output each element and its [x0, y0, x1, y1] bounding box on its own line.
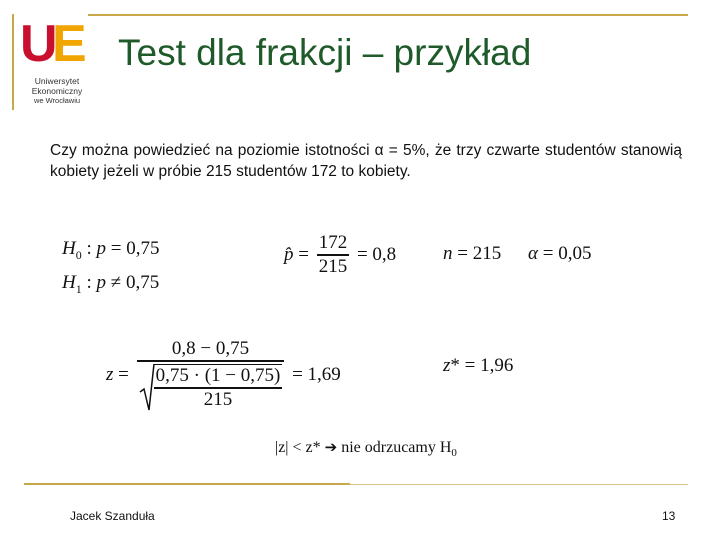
h1-formula: $H_1$ : p ≠ 0,75 [62, 272, 160, 296]
logo-text [22, 76, 92, 106]
logo-letter-u: U [20, 15, 54, 73]
zstar-formula: z* = 1,96 [443, 355, 514, 376]
conclusion: |z| < z* ➔ nie odrzucamy $H_0$ [275, 438, 457, 460]
slide-title: Test dla frakcji – przykład [118, 32, 532, 73]
z-inner-numerator: 0,75 · (1 − 0,75) [155, 365, 281, 387]
z-fraction [137, 338, 285, 412]
bottom-rule-thin [350, 484, 688, 485]
z-result: = 1,69 [292, 363, 341, 385]
sqrt-icon [139, 362, 155, 412]
h0-formula: $H_0$ : p = 0,75 [62, 238, 160, 262]
alpha-formula: α = 0,05 [528, 243, 592, 264]
logo-line3: we Wrocławiu [33, 96, 81, 105]
logo-line1: Uniwersytet [34, 76, 80, 86]
phat-result: = 0,8 [356, 243, 397, 265]
university-logo [18, 16, 92, 108]
question-text: Czy można powiedzieć na poziomie istotności α = 5%, że trzy czwarte studentów stanowią kobiety jeżeli w próbie 215 studentów 172 to kobiety. [50, 142, 682, 180]
n-formula: n = 215 [443, 243, 502, 264]
phat-formula: p̂ = $\frac{172}{215}$ = 0,8 [284, 232, 397, 277]
phat-numerator: 172 [318, 232, 348, 253]
footer-author: Jacek Szanduła [70, 509, 155, 523]
z-formula: z = $\frac{0,8 - 0,75}{\frac{0,75 \cdot (1 - 0,75)}{215}}$ = 1,69 [106, 338, 341, 410]
bottom-rule [24, 483, 350, 485]
logo-letter-e: E [52, 15, 87, 73]
z-numerator: 0,8 − 0,75 [171, 338, 250, 359]
z-denominator [137, 362, 285, 412]
page-number: 13 [662, 509, 676, 523]
left-rule [12, 14, 14, 110]
phat-denominator: 215 [318, 255, 348, 277]
top-rule [88, 14, 688, 16]
z-inner-denominator: 215 [203, 388, 233, 410]
logo-line2: Ekonomiczny [31, 86, 83, 96]
phat-fraction [317, 232, 350, 278]
